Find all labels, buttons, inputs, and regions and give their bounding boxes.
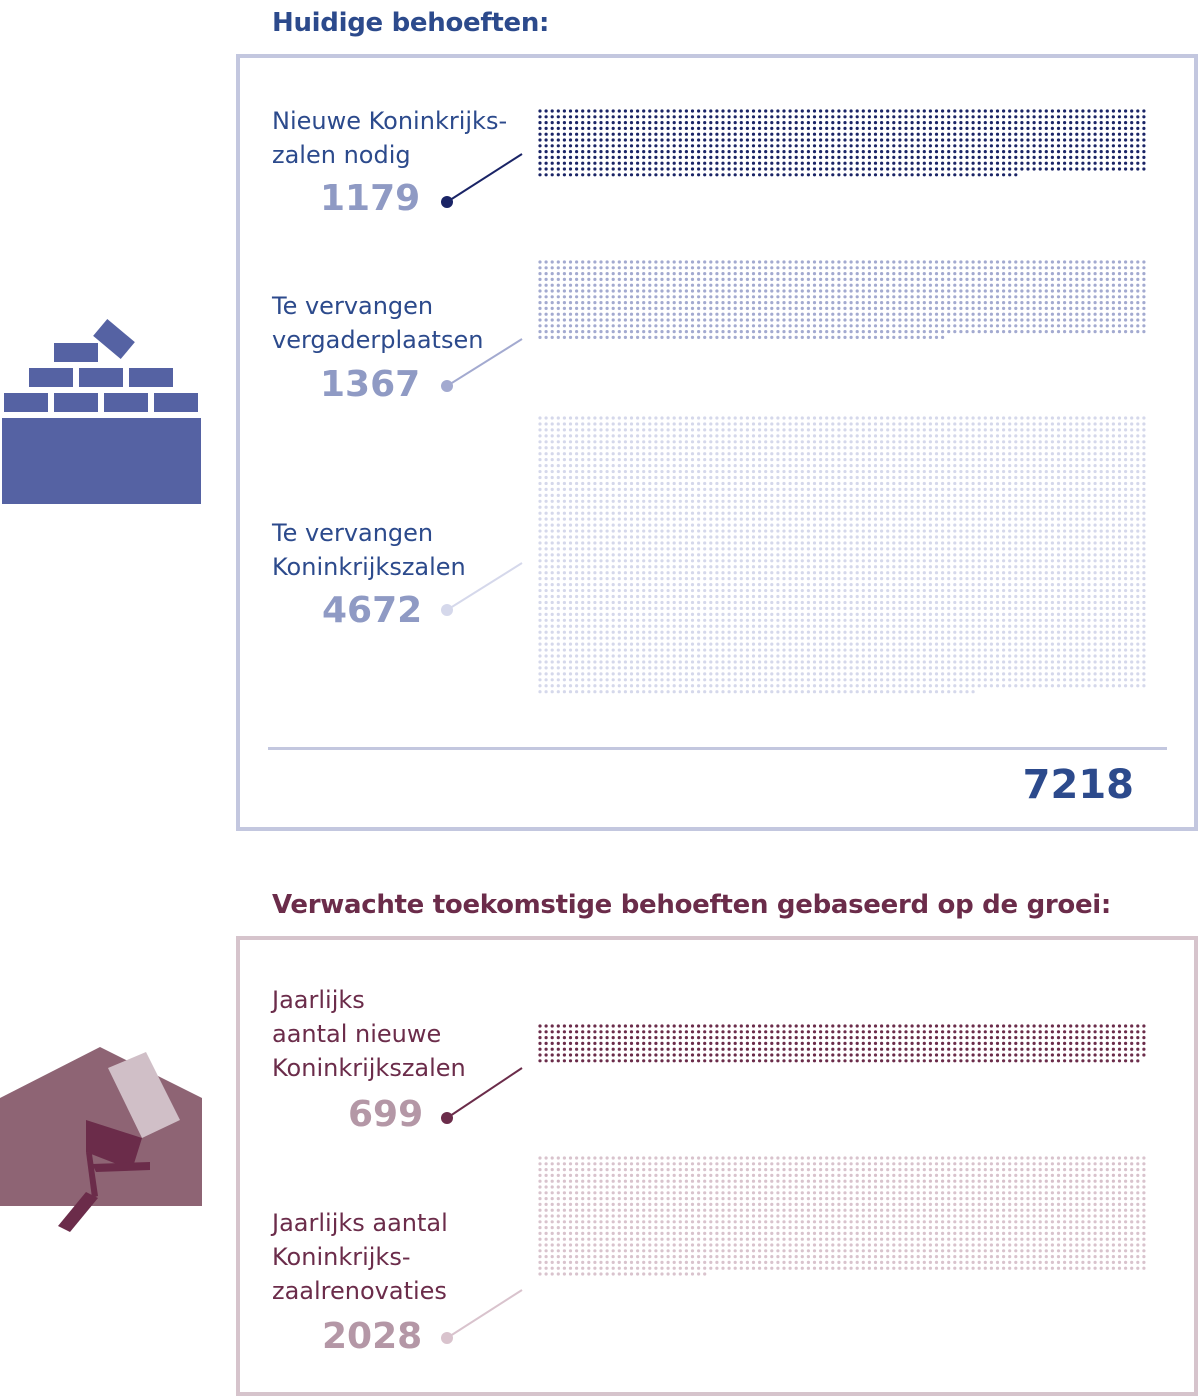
bar-dots <box>538 1156 1145 1275</box>
leader-dot <box>441 604 453 616</box>
bar-dots <box>538 260 1145 339</box>
bar-dots <box>538 109 1145 176</box>
future-needs-title: Verwachte toekomstige behoeften gebaseerd op de groei: <box>272 890 1112 920</box>
dot-bars <box>538 109 1145 1275</box>
value-new-halls: 1179 <box>320 178 421 219</box>
label-replace-venues: Te vervangen vergaderplaatsen <box>272 292 484 354</box>
leader-lines <box>441 154 522 1344</box>
value-replace-venues: 1367 <box>320 364 421 405</box>
label-yearly-renovations: Jaarlijks aantal Koninkrijks- zaalrenovaties <box>272 1209 448 1305</box>
bar-dots <box>538 1024 1145 1062</box>
bar-0-2 <box>538 416 1145 693</box>
leader-line <box>447 1290 522 1338</box>
leader-line <box>447 563 522 610</box>
leader-line <box>447 1068 522 1118</box>
leader-dot <box>441 196 453 208</box>
leader-line <box>447 339 522 386</box>
bar-0-1 <box>538 260 1145 339</box>
bar-1-1 <box>538 1156 1145 1275</box>
leader-dot <box>441 1112 453 1124</box>
brick-wall-icon <box>2 319 201 504</box>
bar-dots <box>538 416 1145 693</box>
current-needs-title: Huidige behoeften: <box>272 8 550 38</box>
bar-0-0 <box>538 109 1145 176</box>
value-yearly-renovations: 2028 <box>322 1316 423 1357</box>
value-replace-halls: 4672 <box>322 590 423 631</box>
leader-line <box>447 154 522 202</box>
label-yearly-new-halls: Jaarlijks aantal nieuwe Koninkrijkszalen <box>272 986 466 1082</box>
total-value: 7218 <box>1022 762 1134 808</box>
paint-roller-icon <box>0 1047 202 1232</box>
leader-dot <box>441 1332 453 1344</box>
label-new-halls: Nieuwe Koninkrijks- zalen nodig <box>272 107 508 169</box>
bar-1-0 <box>538 1024 1145 1062</box>
label-replace-halls: Te vervangen Koninkrijkszalen <box>272 519 466 581</box>
leader-dot <box>441 380 453 392</box>
value-yearly-new-halls: 699 <box>348 1094 424 1135</box>
